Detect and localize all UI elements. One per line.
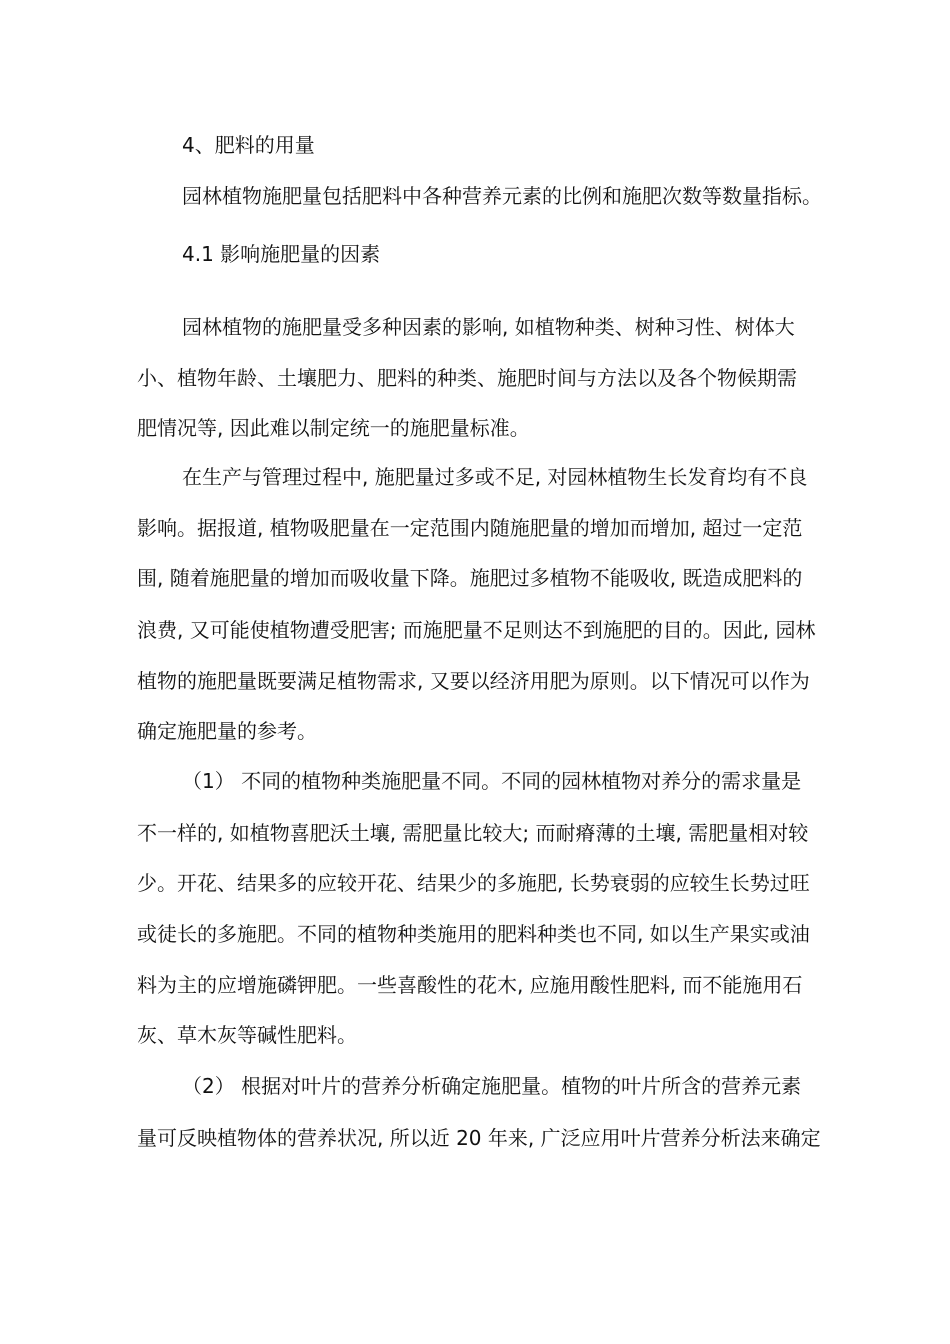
paragraph-line: 在生产与管理过程中, 施肥量过多或不足, 对园林植物生长发育均有不良 bbox=[182, 465, 808, 489]
paragraph-line: 料为主的应增施磷钾肥。一些喜酸性的花木, 应施用酸性肥料, 而不能施用石 bbox=[137, 973, 803, 997]
paragraph-line: （2） 根据对叶片的营养分析确定施肥量。植物的叶片所含的营养元素 bbox=[182, 1074, 802, 1098]
paragraph-line: 灰、草木灰等碱性肥料。 bbox=[137, 1023, 357, 1047]
paragraph-line: 确定施肥量的参考。 bbox=[137, 719, 317, 743]
paragraph-line: 或徒长的多施肥。不同的植物种类施用的肥料种类也不同, 如以生产果实或油 bbox=[137, 922, 810, 946]
subsection-heading: 4.1 影响施肥量的因素 bbox=[182, 242, 381, 266]
paragraph-line: 不一样的, 如植物喜肥沃土壤, 需肥量比较大; 而耐瘠薄的土壤, 需肥量相对较 bbox=[137, 821, 809, 845]
paragraph-line: 园林植物的施肥量受多种因素的影响, 如植物种类、树种习性、树体大 bbox=[182, 315, 795, 339]
paragraph-line: 量可反映植物体的营养状况, 所以近 20 年来, 广泛应用叶片营养分析法来确定 bbox=[137, 1126, 821, 1150]
paragraph-line: （1） 不同的植物种类施肥量不同。不同的园林植物对养分的需求量是 bbox=[182, 769, 802, 793]
paragraph-line: 围, 随着施肥量的增加而吸收量下降。施肥过多植物不能吸收, 既造成肥料的 bbox=[137, 566, 803, 590]
intro-paragraph: 园林植物施肥量包括肥料中各种营养元素的比例和施肥次数等数量指标。 bbox=[182, 184, 822, 208]
paragraph-line: 浪费, 又可能使植物遭受肥害; 而施肥量不足则达不到施肥的目的。因此, 园林 bbox=[137, 618, 816, 642]
paragraph-line: 小、植物年龄、土壤肥力、肥料的种类、施肥时间与方法以及各个物候期需 bbox=[137, 366, 797, 390]
paragraph-line: 少。开花、结果多的应较开花、结果少的多施肥, 长势衰弱的应较生长势过旺 bbox=[137, 871, 810, 895]
paragraph-line: 植物的施肥量既要满足植物需求, 又要以经济用肥为原则。以下情况可以作为 bbox=[137, 669, 810, 693]
section-heading: 4、肥料的用量 bbox=[182, 133, 315, 157]
paragraph-line: 影响。据报道, 植物吸肥量在一定范围内随施肥量的增加而增加, 超过一定范 bbox=[137, 516, 803, 540]
paragraph-line: 肥情况等, 因此难以制定统一的施肥量标准。 bbox=[137, 416, 530, 440]
